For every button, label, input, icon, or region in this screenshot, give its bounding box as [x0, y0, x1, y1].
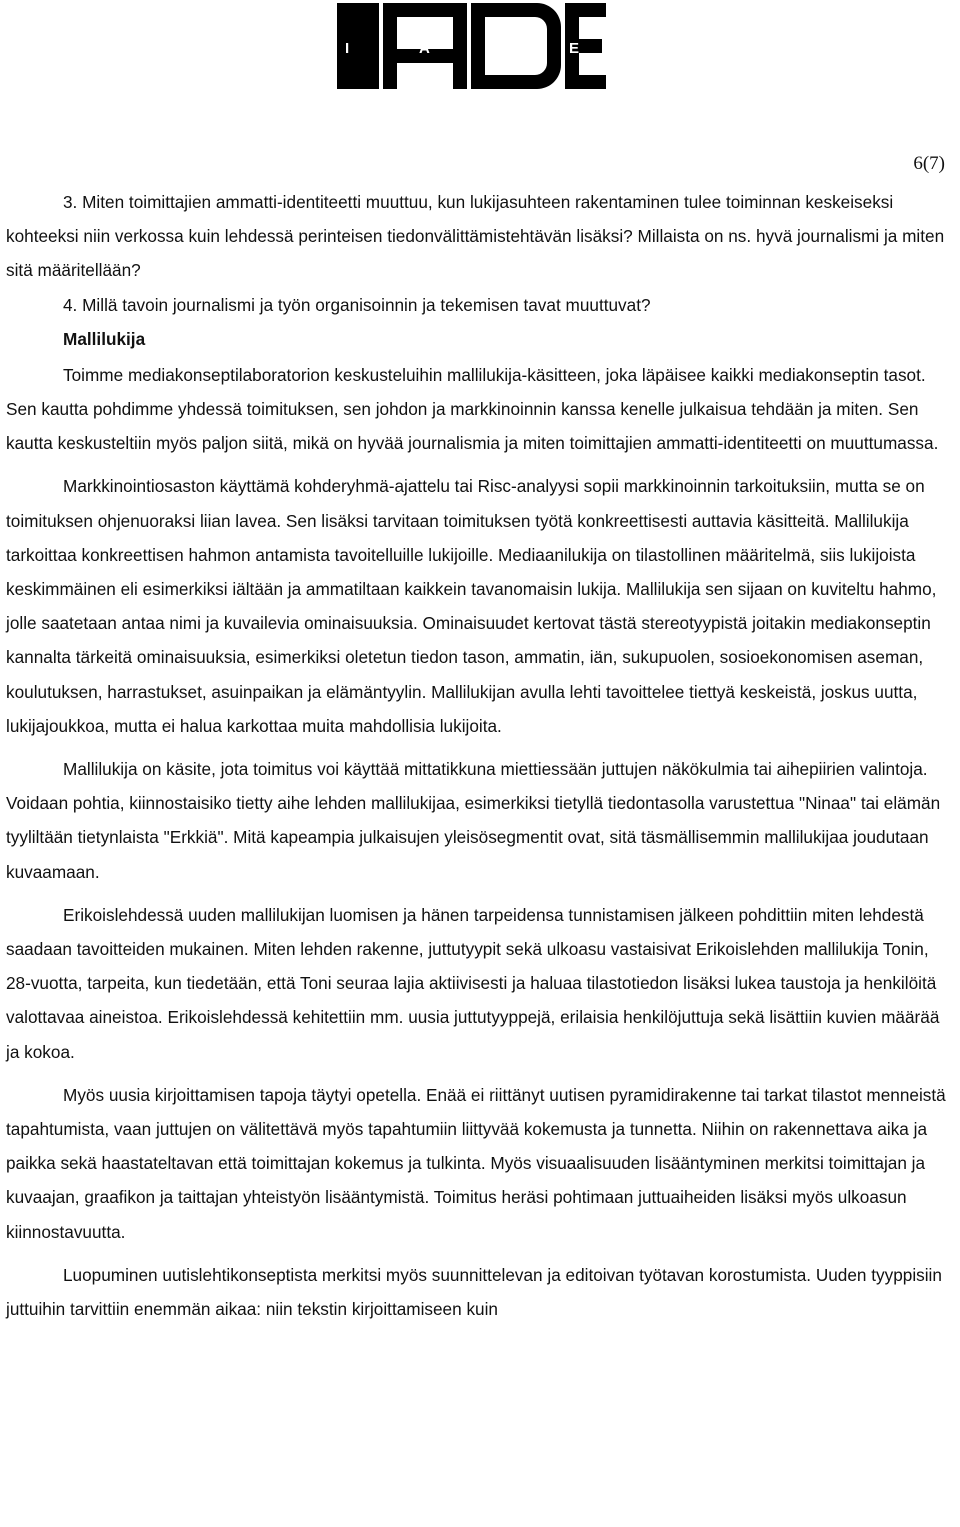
body-paragraph: Mallilukija on käsite, jota toimitus voi käyttää mittatikkuna miettiessään juttujen näkökulmia tai aihepiirien valintoja. Voidaan pohtia, kiinnostaisiko tietty aihe lehden mallilukijaa, esimerkiksi tietyllä tiedontasolla varustettua "Ninaa" tai elämän tyyliltään tietynlaista "Erkkiä". Mitä kapeampia julkaisujen yleisösegmentit ovat, sitä täsmällisemmin mallilukijaa joudutaan kuvaamaan.: [6, 759, 941, 882]
logo-letter-a: A: [419, 40, 430, 57]
question-3: 3. Miten toimittajien ammatti-identiteetti muuttuu, kun lukijasuhteen rakentaminen tulee toiminnan keskeiseksi kohteeksi niin verkossa kuin lehdessä perinteisen tiedonvälittämistehtävän lisäksi? Millaista on ns. hyvä journalismi ja miten sitä määritellään?: [6, 192, 945, 281]
document-body: [6, 185, 950, 1326]
body-paragraph: Erikoislehdessä uuden mallilukijan luomisen ja hänen tarpeidensa tunnistamisen jälkeen pohdittiin miten lehdestä saadaan tavoitteiden mukainen. Miten lehden rakenne, juttutyypit sekä ulkoasu vastaisivat Erikoislehden mallilukija Tonin, 28-vuotta, tarpeita, kun tiedetään, että Toni seuraa lajia aktiivisesti ja haluaa tilastotiedon lisäksi lukea taustoja ja henkilöitä valottavaa aineistoa. Erikoislehdessä kehitettiin mm. uusia juttutyyppejä, erilaisia henkilöjuttuja sekä lisättiin kuvien määrää ja kokoa.: [6, 904, 940, 1062]
logo-letter-d: D: [507, 40, 518, 57]
question-4: 4. Millä tavoin journalismi ja työn organisoinnin ja tekemisen tavat muuttuvat?: [63, 294, 651, 315]
iade-logo: [337, 3, 606, 89]
section-heading: Mallilukija: [63, 328, 146, 349]
body-paragraph: Toimme mediakonseptilaboratorion keskusteluihin mallilukija-käsitteen, joka läpäisee kaikki mediakonseptin tasot. Sen kautta pohdimme yhdessä toimituksen, sen johdon ja markkinoinnin kanssa kenelle julkaisua tehdään ja miten. Sen kautta keskusteltiin myös paljon siitä, mikä on hyvää journalismia ja miten toimittajien ammatti-identiteetti on muuttumassa.: [6, 364, 939, 454]
body-paragraph: Luopuminen uutislehtikonseptista merkitsi myös suunnittelevan ja editoivan työtavan korostumista. Uuden tyyppisiin juttuihin tarvittiin enemmän aikaa: niin tekstin kirjoittamiseen kuin: [6, 1264, 942, 1320]
body-paragraph: Markkinointiosaston käyttämä kohderyhmä-ajattelu tai Risc-analyysi sopii markkinoinnin tarkoituksiin, mutta se on toimituksen ohjenuoraksi liian lavea. Sen lisäksi tarvitaan toimituksen työtä konkreettisesti auttavia käsitteitä. Mallilukija tarkoittaa konkreettisen hahmon antamista tavoitelluille lukijoille. Mediaanilukija on tilastollinen määritelmä, siis lukijoista keskimmäinen eli esimerkiksi iältään ja ammatiltaan kaikkein tavanomaisin lukija. Mallilukija sen sijaan on kuviteltu hahmo, jolle saatetaan antaa nimi ja kuvailevia ominaisuuksia. Ominaisuudet kertovat tästä stereotyypistä joitakin mediakonseptin kannalta tärkeitä ominaisuuksia, esimerkiksi oletetun tiedon tason, ammatin, iän, sukupuolen, sosioekonomisen aseman, koulutuksen, harrastukset, asuinpaikan ja elämäntyylin. Mallilukijan avulla lehti tavoittelee tiettyä keskeistä, joskus uutta, lukijajoukkoa, mutta ei halua karkottaa muita mahdollisia lukijoita.: [6, 476, 937, 736]
logo-letter-i: I: [345, 40, 350, 57]
body-paragraph: Myös uusia kirjoittamisen tapoja täytyi opetella. Enää ei riittänyt uutisen pyramidirakenne tai tarkat tilastot menneistä tapahtumista, vaan juttujen on välitettävä myös tapahtumiin liittyvää kokemusta ja tunnetta. Niihin on rakennettava aika ja paikka sekä haastateltavan että toimittajan kokemus ja tulkinta. Myös visuaalisuuden lisääntyminen merkitsi toimittajan ja kuvaajan, graafikon ja taittajan yhteistyön lisääntymistä. Toimitus heräsi pohtimaan juttuaiheiden lisäksi myös ulkoasun kiinnostavuutta.: [6, 1084, 946, 1242]
logo-letter-e: E: [569, 40, 580, 57]
page-number: 6(7): [913, 153, 945, 174]
